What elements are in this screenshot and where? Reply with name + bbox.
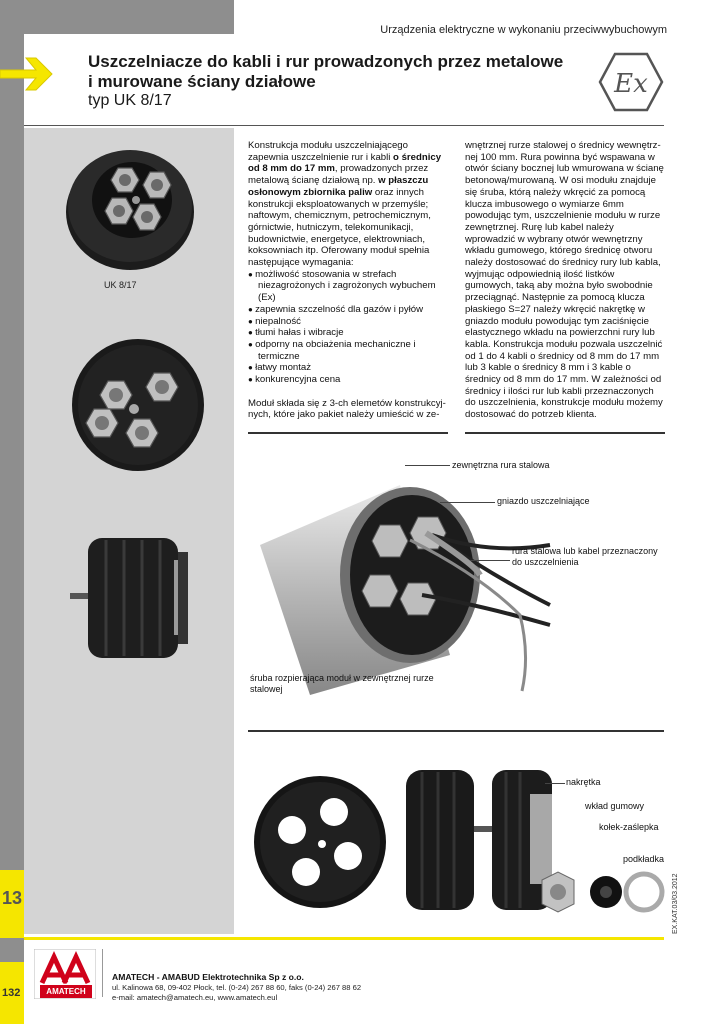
page-number: 132	[2, 987, 21, 999]
label-pipe-or-cable: rura stalowa lub kabel przeznaczony do uszczelnienia	[512, 546, 658, 567]
page-subtitle: typ UK 8/17	[88, 92, 172, 109]
product-photo-side	[66, 530, 196, 665]
label-plug-nut: kołek-zaślepka	[599, 822, 659, 832]
product-photo-front	[60, 140, 200, 275]
list-item: ● odporny na obciażenia mechaniczne i termiczne	[248, 339, 450, 362]
label-washer: podkładka	[623, 854, 665, 864]
category-header: Urządzenia elektryczne w wykonaniu przeciwwybuchowym	[380, 24, 667, 36]
list-item: ● zapewnia szczelność dla gazów i pyłów	[248, 304, 450, 316]
feature-list	[248, 269, 450, 386]
footer-address-line: ul. Kalinowa 68, 09-402 Płock, tel. (0-24) 267 88 60, faks (0-24) 267 88 62	[112, 983, 362, 992]
amatech-logo-text: AMATECH	[40, 985, 92, 998]
label-screw: śruba rozpierająca moduł w zewnętrznej rurze stalowej	[250, 673, 434, 694]
callout-line	[545, 783, 565, 784]
footer-email-line[interactable]: e-mail: amatech@amatech.eu, www.amatech.eul	[112, 992, 278, 1002]
page-title: Uszczelniacze do kabli i rur prowadzonych przez metalowe i murowane ściany działowe	[88, 52, 564, 91]
photo-caption: UK 8/17	[104, 280, 137, 290]
catalog-code: EX.KAT.03/03.2012	[672, 873, 679, 934]
diagram-divider	[248, 730, 664, 732]
product-photo-face	[68, 335, 208, 475]
list-item: ● konkurencyjna cena	[248, 374, 450, 386]
installation-diagram	[250, 455, 580, 695]
rubber-insert-photo	[250, 772, 390, 912]
list-item: ● tłumi hałas i wibracje	[248, 327, 450, 339]
section-number: 13	[2, 888, 23, 908]
footer-address	[112, 983, 361, 1002]
list-item: ● niepalność	[248, 316, 450, 328]
label-outer-pipe: zewnętrzna rura stalowa	[452, 460, 550, 470]
description-column-2: wnętrznej rurze stalowej o średnicy wewnętrz-nej 100 mm. Rura powinna być wspawana w otwór ściany bocznej lub wmurowana w ścianę betonową/murowaną. W osi modułu znajduje się śruba, którą należy wkręcić za pomocą klucza imbusowego o wymiarze 6mm powodując tym, uszczelnienie modułu w rurze zewnętrznej. Rurę lub kabel należy wprowadzić w wybrany otwór wewnętrzny wkładu gumowego, którego średnicę otworu należy dostosować do średnicy rury lub kabla, wyjmując odpowiednią ilość listków gumowych, taką aby można było swobodnie przeciągnąć. Następnie za pomocą klucza płaskiego S=27 należy wkręcić nakrętkę w gniazdo modułu powodując tym zaciśnięcie elastycznego wkładu na powierzchni rury lub kabla. Konstrukcja modułu pozwala uszczelnić od 1 do 4 kabli o średnicy od 8 mm do 17 mm lub 3 kable o średnicy 8 mm i 3 kable o średnicy od 8 mm do 17 mm. W zależności od średnicy i ilości rur lub kabli przeznaczonych do uszczelnienia, konstrukcje modułu możemy dostosować do potrzeb klienta.	[465, 140, 664, 421]
column-1-divider	[248, 432, 448, 434]
description-column-1: Konstrukcja modułu uszczelniającego zapewnia uszczelnienie rur i kabli o średnicy od 8 mm do 17 mm, prowadzonych przez metalową ścianę działową np. w płaszczu osłonowym zbiornika paliw oraz innych konstrukcji eksploatowanych w przemyśle; naftowym, chemicznym, petrochemicznym, górnictwie, hutniczym, telekomunikacji, budownictwie, energetyce, elektrowniach, koksowniach itp. Oferowany moduł spełnia następujące wymagania: ● możliwość stosowania w strefach niezagrożonych i zagrożonych wybuchem (Ex) ● zapewnia szczelność dla gazów i pyłów ● niepalność ● tłumi hałas i wibracje ● odporny na obciażenia mechaniczne i termiczne ● łatwy montaż ● konkurencyjna cena Moduł składa się z 3-ch elemetów konstrukcyj-nych, które jako pakiet należy umieścić w ze-	[248, 140, 450, 421]
footer-separator	[102, 949, 103, 997]
footer-company: AMATECH - AMABUD Elektrotechnika Sp z o.o.	[112, 972, 304, 982]
callout-line	[440, 502, 495, 503]
label-nut: nakrętka	[566, 777, 601, 787]
top-grey-bar	[0, 0, 234, 34]
list-item: ● łatwy montaż	[248, 362, 450, 374]
label-rubber-insert: wkład gumowy	[585, 801, 645, 811]
small-parts-photo	[538, 866, 668, 918]
ex-logo-text: Ex	[614, 69, 648, 99]
ex-logo-icon	[598, 52, 664, 112]
callout-line	[405, 465, 450, 466]
list-item: ● możliwość stosowania w strefach niezagrożonych i zagrożonych wybuchem (Ex)	[248, 269, 450, 304]
label-seal-socket: gniazdo uszczelniające	[497, 496, 590, 506]
footer-yellow-line	[24, 937, 664, 940]
header-divider	[24, 125, 664, 126]
yellow-arrow-icon	[0, 54, 60, 94]
column-2-divider	[465, 432, 665, 434]
callout-line	[470, 560, 510, 561]
